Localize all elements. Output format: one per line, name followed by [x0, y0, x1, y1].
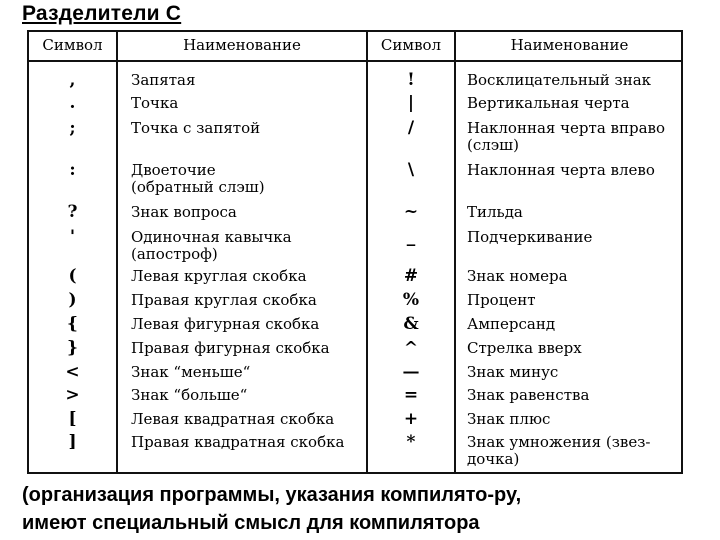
name-cell: Правая круглая скобка — [131, 291, 317, 309]
name-cell: Восклицательный знак — [467, 71, 652, 89]
name-cell: Наклонная черта влево — [467, 161, 655, 179]
symbol-cell: . — [69, 93, 76, 113]
symbol-cell: + — [403, 409, 419, 429]
symbol-cell: | — [407, 93, 415, 113]
symbol-cell: : — [69, 160, 76, 180]
column-divider — [116, 32, 118, 472]
column-divider — [454, 32, 456, 472]
symbol-cell: ! — [407, 70, 415, 90]
name-cell: Правая фигурная скобка — [131, 339, 330, 357]
symbol-cell: * — [406, 432, 416, 452]
symbol-cell: — — [402, 362, 420, 382]
symbol-cell: { — [67, 314, 78, 334]
symbol-cell: > — [65, 385, 80, 405]
name-cell: Знак равенства — [467, 386, 590, 404]
header-divider — [29, 60, 681, 62]
symbol-cell: # — [403, 266, 419, 286]
symbol-cell: = — [403, 385, 419, 405]
name-cell: Точка с запятой — [131, 119, 261, 137]
page-title: Разделители С — [22, 2, 182, 25]
symbol-cell: [ — [68, 409, 77, 429]
symbol-cell: % — [402, 290, 420, 310]
symbol-cell: _ — [406, 227, 416, 247]
symbol-cell: } — [67, 338, 78, 358]
symbol-cell: ' — [69, 227, 76, 247]
name-cell: Двоеточие (обратный слэш) — [131, 161, 265, 196]
name-cell: Тильда — [467, 203, 523, 221]
symbol-cell: ] — [68, 432, 77, 452]
name-cell: Наклонная черта вправо (слэш) — [467, 119, 665, 154]
name-cell: Левая квадратная скобка — [131, 410, 335, 428]
name-cell: Запятая — [131, 71, 196, 89]
symbol-cell: ~ — [403, 202, 419, 222]
name-cell: Процент — [467, 291, 536, 309]
symbol-cell: ^ — [403, 338, 419, 358]
name-cell: Подчеркивание — [467, 228, 593, 246]
name-cell: Одиночная кавычка (апостроф) — [131, 228, 292, 263]
caption-line-2: имеют специальный смысл для компилятора — [22, 512, 480, 534]
caption-line-1: (организация программы, указания компилято-ру, — [22, 484, 522, 506]
name-cell: Вертикальная черта — [467, 94, 630, 112]
name-cell: Стрелка вверх — [467, 339, 582, 357]
symbol-cell: , — [69, 70, 76, 90]
name-cell: Знак минус — [467, 363, 559, 381]
name-cell: Знак умножения (звез- дочка) — [467, 433, 651, 468]
header-name-left: Наименование — [183, 36, 301, 54]
name-cell: Правая квадратная скобка — [131, 433, 345, 451]
name-cell: Точка — [131, 94, 179, 112]
separators-table — [27, 30, 683, 474]
symbol-cell: & — [403, 314, 419, 334]
symbol-cell: < — [65, 362, 80, 382]
symbol-cell: ( — [68, 266, 77, 286]
header-symbol-right: Символ — [380, 36, 442, 54]
name-cell: Левая фигурная скобка — [131, 315, 320, 333]
symbol-cell: \ — [407, 160, 415, 180]
symbol-cell: ? — [67, 202, 78, 222]
symbol-cell: / — [407, 118, 415, 138]
header-name-right: Наименование — [510, 36, 629, 54]
name-cell: Знак “меньше“ — [131, 363, 251, 381]
name-cell: Знак плюс — [467, 410, 551, 428]
symbol-cell: ) — [68, 290, 77, 310]
name-cell: Левая круглая скобка — [131, 267, 307, 285]
header-symbol-left: Символ — [42, 36, 103, 54]
name-cell: Знак вопроса — [131, 203, 237, 221]
name-cell: Амперсанд — [467, 315, 556, 333]
name-cell: Знак номера — [467, 267, 568, 285]
name-cell: Знак “больше“ — [131, 386, 248, 404]
symbol-cell: ; — [69, 118, 76, 138]
